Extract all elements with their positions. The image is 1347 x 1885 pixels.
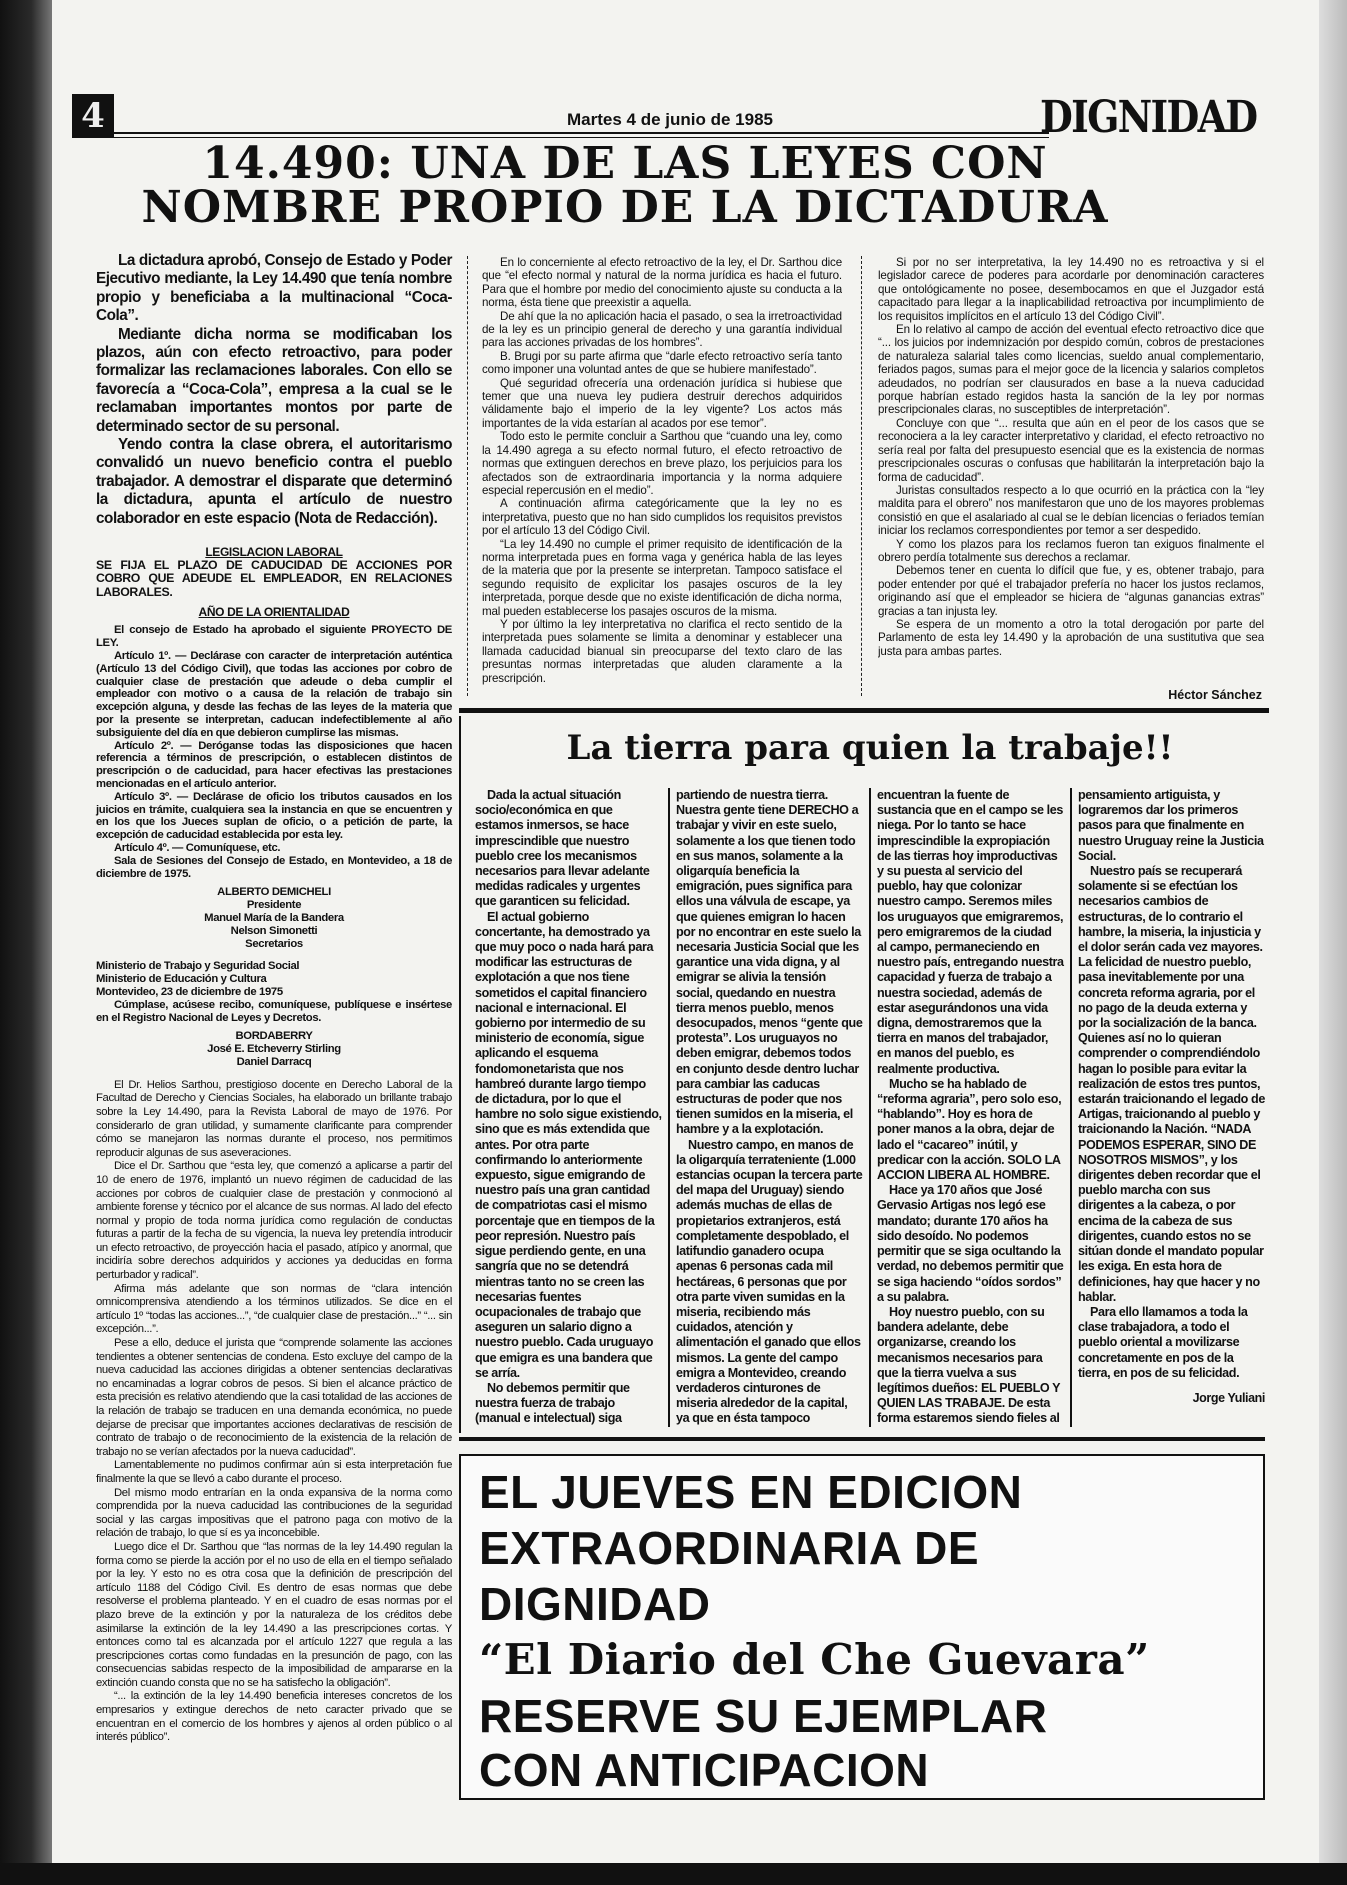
promo-line: CON ANTICIPACION: [479, 1743, 930, 1796]
text-line: Montevideo, 23 de diciembre de 1975: [96, 985, 283, 998]
law-ministries: [96, 960, 452, 998]
decree-signatures: [96, 1030, 452, 1068]
paragraph: El actual gobierno concertante, ha demostrado ya que muy poco o nada hará para modificar las estructuras de explotación a que nos tiene sometidos el capital financiero nacional e internacional. El gobierno por intermedio de su ministerio de economía, sigue aplicando el esquema fondomonetarista que nos hambreó durante largo tiempo de dictadura, por lo que el hambre no solo sigue existiendo, sino que es más extendida que antes. Por otra parte confirmando lo anteriormente expuesto, sigue emigrando de nuestro país una gran cantidad de compatriotas casi el mismo porcentaje que en tiempos de la peor represión. Nuestro país sigue perdiendo gente, en una sangría que no se detendrá mientras tanto no se creen las necesarias fuentes ocupacionales de trabajo que aseguren un salario digno a nuestro pueblo. Cada uruguayo que emigra es una bandera que se arría.: [475, 909, 662, 1380]
text-line: Ministerio de Trabajo y Seguridad Social: [96, 960, 300, 973]
law-articles: [96, 624, 452, 880]
paragraph: Sala de Sesiones del Consejo de Estado, en Montevideo, a 18 de diciembre de 1975.: [96, 854, 452, 880]
tierra-article-body: [475, 788, 1265, 1427]
promo-line: DIGNIDAD: [479, 1577, 711, 1630]
author-byline: Héctor Sánchez: [1168, 688, 1262, 702]
paragraph: Pese a ello, deduce el jurista que “comprende solamente las acciones tendientes a obtener sentencias de condena. Esto excluye del campo de la nueva caducidad las acciones dirigidas a obtener sentencias declarativas no encaminadas a lograr cobros de pesos. Si bien el alcance práctico de esta precisión es relativo atendiendo que la casi totalidad de las acciones de la relación de trabajo se traducen en una demanda económica, no puede dejarse de precisar que importantes acciones declarativas de rescisión de contrato de trabajo o de reconocimiento de la existencia de la relación de trabajo no se verían afectados por la nueva caducidad”.: [96, 1337, 452, 1458]
paragraph: Todo esto le permite concluir a Sarthou que “cuando una ley, como la 14.490 agrega a su efecto normal futuro, el efecto retroactivo de normas que extinguen derechos en breve plazo, los perjuicios para los afectados son de extraordinaria importancia y la norma adquiere especial repercusión en el medio”.: [482, 430, 842, 497]
paragraph: Para ello llamamos a toda la clase trabajadora, a todo el pueblo oriental a movilizarse concretamente en pos de la tierra, en pos de su felicidad.: [1078, 1304, 1248, 1380]
paragraph: Afirma más adelante que son normas de “clara intención omnicomprensiva atendiendo a los términos utilizados. Se dice en el artículo 1º “todas las acciones...”, “de cualquier clase de prestación...” “... sin excepción...”.: [96, 1282, 452, 1336]
left-column: [96, 252, 452, 1745]
text-line: BORDABERRY: [235, 1030, 313, 1043]
paragraph: Juristas consultados respecto a lo que ocurrió en la práctica con la “ley maldita para el obrero” nos manifestaron que uno de los mayores problemas consistió en que el asalariado al cual se le debían licencias o feriados temían iniciar los reclamos correspondientes por temor a ser despedido.: [878, 483, 1264, 538]
author-byline: Jorge Yuliani: [1192, 1390, 1265, 1405]
paragraph: De ahí que la no aplicación hacia el pasado, o sea la irretroactividad de la ley es un principio general de derecho y una garantía individual para las acciones privadas de los hombres”.: [482, 309, 842, 350]
paragraph: Y como los plazos para los reclamos fueron tan exiguos finalmente el obrero perdía totalmente sus derechos a reclamar.: [878, 537, 1264, 564]
law-year-motto: AÑO DE LA ORIENTALIDAD: [198, 604, 350, 619]
issue-date: Martes 4 de junio de 1985: [567, 110, 773, 129]
law-text: [96, 546, 452, 1069]
tierra-headline: La tierra para quien la trabaje!!: [566, 728, 1174, 768]
law-signatures: [96, 886, 452, 950]
paragraph: El consejo de Estado ha aprobado el siguiente PROYECTO DE LEY.: [96, 624, 452, 650]
main-headline: [120, 138, 1130, 233]
scan-bottom-edge: [0, 1863, 1347, 1885]
paragraph: Si por no ser interpretativa, la ley 14.490 no es retroactiva y si el legislador carece de poderes para acordarle por denominación caracteres que ontológicamente no posee, desembocamos en que el Juzgador está capacitado para llegar a la inaplicabilidad retroactiva por incumplimiento de los requisitos implícitos en el artículo 13 del Código Civil”.: [878, 256, 1264, 323]
paragraph: Hoy nuestro pueblo, con su bandera adelante, debe organizarse, creando los mecanismos necesarios para que la tierra vuelva a sus legítimos dueños: EL PUEBLO Y QUIEN LAS TRABAJE. De esta forma estaremos siendo fieles al pensamiento artiguista, y lograremos dar los primeros pasos para que finalmente en nuestro Uruguay reine la Justicia Social.: [877, 788, 1264, 1426]
paragraph: Luego dice el Dr. Sarthou que “las normas de la ley 14.490 regulan la forma como se pierde la acción por el no uso de ella en el tiempo señalado por la ley. Y esto no es otra cosa que la definición de prescripción del artículo 1188 del Código Civil. Es dentro de esas normas que debe resolverse el problema planteado. Y en el cuadro de esas normas por el plazo breve de la extinción y por la naturaleza de los créditos debe asimilarse la extinción de la ley 14.490 a las prescripciones cortas. Y entonces como tal es alcanzada por el artículo 1227 que regula a las prescripciones cortas como fundadas en la presunción de pago, con las consecuencias sabidas respecto de la imposibilidad de ampararse en la extinción cuando consta que no se ha satisfecho la obligación”.: [96, 1540, 452, 1689]
paragraph: Mediante dicha norma se modificaban los plazos, aún con efecto retroactivo, para poder formalizar las reclamaciones laborales. Con ello se favorecía a “Coca-Cola”, empresa a la cual se le reclamaban importantes montos por parte de determinado sector de su personal.: [96, 325, 452, 435]
paragraph: Hace ya 170 años que José Gervasio Artigas nos legó ese mandato; durante 170 años ha sido desoído. No podemos permitir que se siga ocultando la verdad, no debemos permitir que se siga haciendo “oídos sordos” a su palabra.: [877, 1183, 1064, 1304]
paragraph: Concluye con que “... resulta que aún en el peor de los casos que se reconociera a la ley caracter interpretativo y claridad, el efecto retroactivo no sería real por falta del presupuesto esencial que es la existencia de normas prescripcionales oscuras o confusas que habilitarán la interpretación bajo la forma de caducidad”.: [878, 416, 1264, 484]
paragraph: Artículo 2º. — Deróganse todas las disposiciones que hacen referencia a términos de prescripción, o establecen distintos de prescripción o de caducidad, para hacer efectivas las prestaciones mencionadas en el artículo anterior.: [96, 739, 452, 791]
paragraph: No debemos permitir que nuestra fuerza de trabajo (manual e intelectual) siga partiendo de nuestra tierra. Nuestra gente tiene DERECHO a trabajar y vivir en este suelo, solamente a los que tienen todo en sus manos, solamente a la oligarquía beneficia la emigración, pues significa para ellos una válvula de escape, ya que quienes emigran lo hacen por no encontrar en este suelo la necesaria Justicia Social que les garantice una vida digna, y al emigrar se alivia la tensión social, quedando en nuestra tierra menos pueblo, menos desocupados, menos “gente que protesta”. Los uruguayos no deben emigrar, debemos todos en conjunto desde dentro luchar para cambiar las caducas estructuras de poder que nos tienen sumidos en la miseria, el hambre y a la explotación.: [475, 788, 863, 1426]
text-line: ALBERTO DEMICHELI: [217, 886, 331, 899]
paragraph: En lo relativo al campo de acción del eventual efecto retroactivo dice que “... los juicios por indemnización por despido común, cobros de prestaciones de naturaleza salarial tales como licencias, sueldo anual complementario, feriados pagos, sumas para el mejor goce de la licencia y salarios completos adeudados, no podrían ser clausurados en base a la nueva caducidad porque habrían estado regidos hasta la sanción de la ley por normas prescripcionales claras, no susceptibles de interpretación”.: [878, 323, 1264, 417]
column-divider: [467, 256, 468, 696]
promo-line: EL JUEVES EN EDICION: [479, 1465, 1023, 1518]
paragraph: Artículo 3º. — Declárase de oficio los tributos causados en los juicios en trámite, cualquiera sea la instancia en que se encuentren y en los que los Jueces suplan de oficio, o a petición de parte, la excepción de caducidad establecida por esta ley.: [96, 790, 452, 842]
headline-line-1: 14.490: UNA DE LAS LEYES CON: [202, 138, 1048, 189]
text-line: Nelson Simonetti: [230, 924, 318, 937]
scan-left-edge: [0, 0, 52, 1885]
text-line: Manuel María de la Bandera: [204, 912, 344, 924]
paragraph: Artículo 4º. — Comuníquese, etc.: [114, 842, 281, 855]
paragraph: El Dr. Helios Sarthou, prestigioso docente en Derecho Laboral de la Facultad de Derecho y Ciencias Sociales, ha elaborado un brillante trabajo sobre la Ley 14.490, para la Revista Laboral de mayo de 1976. Por considerarlo de gran utilidad, y sumamente clarificante para comprender cómo se manejaron las normas durante el proceso, nos permitimos reproducir algunas de sus aseveraciones.: [96, 1078, 452, 1159]
text-line: Secretarios: [245, 937, 303, 950]
column-divider: [861, 256, 862, 696]
law-subtitle: SE FIJA EL PLAZO DE CADUCIDAD DE ACCIONES POR COBRO QUE ADEUDE EL EMPLEADOR, EN RELACIONES LABORALES.: [96, 557, 452, 600]
paragraph: Dice el Dr. Sarthou que “esta ley, que comenzó a aplicarse a partir del 10 de enero de 1976, implantó un nuevo régimen de caducidad de las acciones por cobros de cualquier clase de prestación y conmocionó al ambiente forense y técnico por el alcance de sus normas. Al lado del efecto normal y propio de toda norma jurídica como regulación de conductas futuras a partir de la fecha de su vigencia, la nueva ley pretendía introducir un efecto retroactivo, de proyección hacia el pasado, atípico y anormal, que incidiría sobre derechos adquiridos y acciones ya deducidas en forma perturbador y radical”.: [96, 1160, 452, 1282]
paragraph: “La ley 14.490 no cumple el primer requisito de identificación de la norma interpretada pues en forma vaga y genérica habla de las leyes de la materia que por la presente se interpretan. Tampoco satisface el segundo requisito de explicitar los pasajes oscuros de la ley interpretada, porque desde que no existe identificación de dicha norma, mal pueden establecerse los pasajes oscuros de la misma.: [482, 537, 842, 618]
paragraph: Y por último la ley interpretativa no clarifica el recto sentido de la interpretada pues solamente se limita a denominar y establecer una llamada caducidad bianual sin preocuparse del texto claro de las presuntas normas interpretadas que aluden claramente a la prescripción.: [482, 617, 842, 685]
tierra-paragraphs: [475, 788, 1265, 1427]
right-lower-section: [459, 716, 1265, 1800]
headline-line-2: NOMBRE PROPIO DE LA DICTADURA: [141, 182, 1109, 233]
paragraph: Nuestro campo, en manos de la oligarquía terrateniente (1.000 estancias ocupan la tercera parte del mapa del Uruguay) siendo además muchas de ellas de propietarios extranjeros, está completamente despoblado, el latifundio ganadero ocupa apenas 6 personas cada mil hectáreas, 6 personas que por otra parte viven sumidas en la miseria, recibiendo más cuidados, atención y alimentación el ganado que ellos mismos. La gente del campo emigra a Montevideo, creando verdaderos cinturones de miseria alrededor de la capital, ya que en ésta tampoco encuentran la fuente de sustancia que en el campo se les niega. Por lo tanto se hace imprescindible la expropiación de las tierras hoy improductivas y su puesta al servicio del pueblo, hay que colonizar nuestro campo. Seremos miles los uruguayos que emigraremos, pero emigraremos de la ciudad al campo, permaneciendo en nuestro país, entregando nuestra capacidad y fuerza de trabajo a nuestra sociedad, además de estar asegurándonos una vida digna, demostraremos que la tierra en manos del trabajador, en manos del pueblo, es realmente productiva.: [676, 788, 1064, 1426]
promo-line: RESERVE SU EJEMPLAR: [479, 1689, 1048, 1742]
scan-right-edge: [1319, 0, 1347, 1885]
paragraph: Se espera de un momento a otro la total derogación por parte del Parlamento de esta ley 14.490 y la aprobación de una sustitutiva que sea justa para ambas partes.: [878, 617, 1264, 658]
text-line: Presidente: [246, 899, 302, 912]
article-column-3: [878, 256, 1264, 686]
paragraph: “... la extinción de la ley 14.490 beneficia intereses concretos de los empresarios y extingue derechos de neto caracter privado que se encuentran en el comercio de los hombres y ajenos al orden público o al interés público”.: [96, 1690, 452, 1744]
paragraph: A continuación afirma categóricamente que la ley no es interpretativa, puesto que no han sido cumplidos los requisitos previstos por el artículo 13 del Código Civil.: [482, 497, 842, 538]
law-decree: Cúmplase, acúsese recibo, comuníquese, publíquese e insértese en el Registro Nacional de Leyes y Decretos.: [96, 998, 452, 1024]
tierra-article-frame: [459, 716, 1265, 1433]
page-number: 4: [72, 94, 114, 138]
paragraph: B. Brugi por su parte afirma que “darle efecto retroactivo sería tanto como imponer una voluntad antes de que se hubiere manifestado”.: [482, 349, 842, 377]
text-line: Daniel Darracq: [236, 1055, 312, 1068]
section-rule: [459, 1437, 1265, 1441]
newspaper-logo: DIGNIDAD: [1040, 92, 1257, 143]
promo-line: “El Diario del Che Guevara”: [479, 1634, 1150, 1684]
text-line: Ministerio de Educación y Cultura: [96, 973, 267, 986]
promo-line: EXTRAORDINARIA DE: [479, 1521, 980, 1574]
paragraph: Mucho se ha hablado de “reforma agraria”, pero solo eso, “hablando”. Hoy es hora de poner manos a la obra, dejar de lado el “cacareo” inútil, y predicar con la acción. SOLO LA ACCION LIBERA AL HOMBRE.: [877, 1076, 1062, 1183]
paragraph: Dada la actual situación socio/económica en que estamos inmersos, se hace imprescindible que nuestro pueblo cree los mecanismos necesarios para llevar adelante medidas radicales y urgentes que garanticen su felicidad.: [475, 788, 650, 909]
article-intro: [96, 252, 452, 528]
paragraph: Del mismo modo entrarían en la onda expansiva de la norma como comprendida por la nueva caducidad las contribuciones de la seguridad social y las cargas impositivas que el patrono paga con motivo de la relación de trabajo, lo que sí es ya inconcebible.: [96, 1486, 452, 1540]
paragraph: Nuestro país se recuperará solamente si se efectúan los necesarios cambios de estructuras, de lo contrario el hambre, la miseria, la injusticia y el dolor serán cada vez mayores. La felicidad de nuestro pueblo, pasa inevitablemente por una concreta reforma agraria, por el no pago de la deuda externa y por la socialización de la banca. Quienes así no lo quieran comprender o comprendiéndolo hagan lo posible para evitar la realización de estos tres puntos, estarán traicionando el legado de Artigas, traicionando al pueblo y traicionando la Nación. “NADA PODEMOS ESPERAR, SINO DE NOSOTROS MISMOS”, y los dirigentes deben recordar que el pueblo marcha con sus dirigentes a la cabeza, o por encima de la cabeza de sus dirigentes, cuando estos no se sitúan donde el mandato popular les exiga. En esta hora de definiciones, hay que hacer y no hablar.: [1078, 864, 1265, 1304]
sarthou-commentary: [96, 1079, 452, 1745]
paragraph: La dictadura aprobó, Consejo de Estado y Poder Ejecutivo mediante, la Ley 14.490 que tenía nombre propio y beneficiaba a la multinacional “Coca-Cola”.: [96, 252, 452, 325]
law-section-title: LEGISLACION LABORAL: [205, 545, 343, 560]
paragraph: Qué seguridad ofrecería una ordenación jurídica si hubiese que temer que una nueva ley pudiera destruir derechos adquiridos válidamente bajo el imperio de la ley vigente? Los actos más importantes de la vida estarían al acados por ese temor”.: [482, 376, 842, 430]
section-rule: [459, 708, 1269, 713]
paragraph: Debemos tener en cuenta lo difícil que fue, y es, obtener trabajo, para poder entender por qué el trabajador prefería no hacer los justos reclamos, originando así que el empleador se hiciera de “algunas ganancias extras” gracias a tan injusta ley.: [878, 564, 1264, 618]
paragraph: Yendo contra la clase obrera, el autoritarismo convalidó un nuevo beneficio contra el pueblo trabajador. A demostrar el disparate que determinó la dictadura, apunta el artículo de nuestro colaborador en este espacio (Nota de Redacción).: [96, 436, 452, 527]
paragraph: En lo concerniente al efecto retroactivo de la ley, el Dr. Sarthou dice que “el efecto normal y natural de la norma jurídica es hacia el futuro. Para que el hombre por medio del conocimiento ajuste su conducta a la norma, ésta tiene que preexistir a aquella.: [482, 256, 842, 310]
article-column-2: [482, 256, 842, 701]
paragraph: Artículo 1º. — Declárase con caracter de interpretación auténtica (Artículo 13 del Código Civil), que todas las acciones por cobro de cualquier clase de prestación que adeude o deba cumplir el empleador con motivo o a causa de la relación de trabajo sin excepción alguna, y desde las fechas de las leyes de la materia que por la presente se interpretan, caducan indefectiblemente al año subsiguiente del día en que debieron cumplirse las mismas.: [96, 650, 452, 739]
text-line: José E. Etcheverry Stirling: [207, 1043, 341, 1056]
promo-announcement-box: [459, 1454, 1265, 1800]
paragraph: Lamentablemente no pudimos confirmar aún si esta interpretación fue finalmente la que se llevó a cabo durante el proceso.: [96, 1459, 452, 1485]
